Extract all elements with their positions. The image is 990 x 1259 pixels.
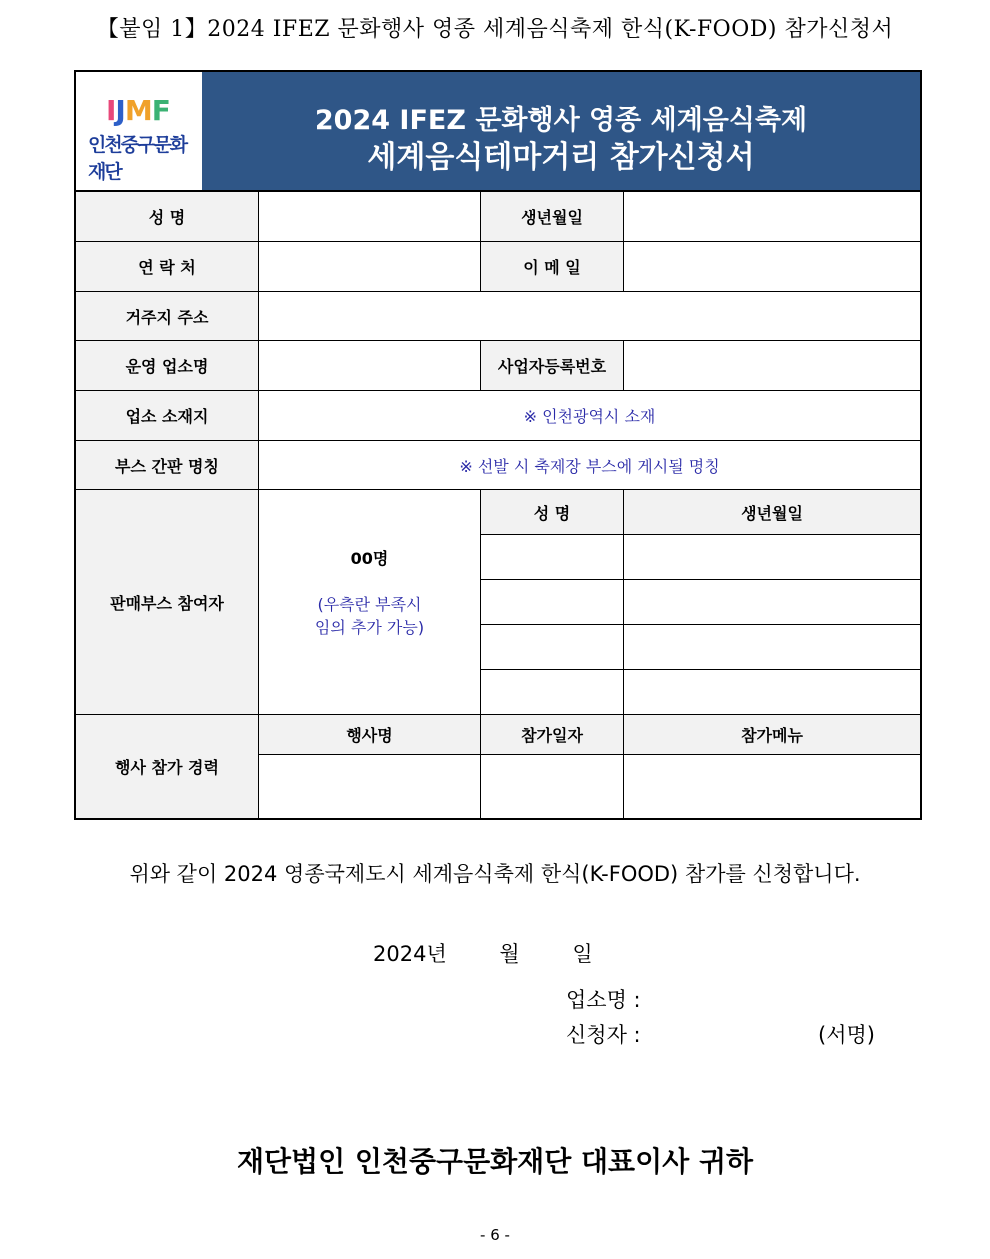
address-field[interactable]	[259, 292, 920, 341]
participant-birth-4[interactable]	[624, 670, 920, 715]
email-field[interactable]	[624, 242, 920, 292]
form-banner	[76, 72, 920, 192]
application-statement: 위와 같이 2024 영종국제도시 세계음식축제 한식(K-FOOD) 참가를 신청합니다.	[129, 862, 861, 886]
label-email: 이 메 일	[481, 242, 624, 292]
participant-birth-1[interactable]	[624, 535, 920, 580]
event-col-menu: 참가메뉴	[624, 715, 920, 755]
event-col-name: 행사명	[259, 715, 481, 755]
date-month: 월	[499, 942, 520, 966]
addressee: 재단법인 인천중구문화재단 대표이사 귀하	[236, 1145, 754, 1178]
birth-field[interactable]	[624, 192, 920, 242]
label-event-history: 행사 참가 경력	[76, 715, 259, 818]
participant-name-2[interactable]	[481, 580, 624, 625]
document-title: 【붙임 1】2024 IFEZ 문화행사 영종 세계음식축제 한식(K-FOOD) 참가신청서	[96, 17, 894, 42]
event-name-field[interactable]	[259, 755, 481, 818]
participant-birth-3[interactable]	[624, 625, 920, 670]
application-form	[74, 70, 922, 820]
participants-note-line2: 임의 추가 가능)	[314, 617, 425, 637]
label-birth: 생년월일	[481, 192, 624, 242]
label-business-location: 업소 소재지	[76, 391, 259, 441]
label-contact: 연 락 처	[76, 242, 259, 292]
label-booth-sign: 부스 간판 명칭	[76, 441, 259, 490]
foundation-logo	[76, 72, 202, 190]
applicant-signature-label: 신청자 :	[566, 1023, 641, 1047]
date-line	[373, 938, 593, 968]
participants-note-line1: (우측란 부족시	[317, 594, 422, 614]
logo-mark-icon: IJMF	[106, 94, 170, 127]
business-name-field[interactable]	[259, 341, 481, 391]
label-business-name: 운영 업소명	[76, 341, 259, 391]
banner-title-line2: 세계음식테마거리 참가신청서	[367, 140, 755, 175]
date-year: 2024년	[373, 942, 447, 966]
participants-count: 00명	[350, 548, 389, 568]
participants-count-cell	[259, 490, 481, 715]
signature-mark: (서명)	[818, 1023, 875, 1047]
business-name-signature-label: 업소명 :	[566, 988, 641, 1012]
name-field[interactable]	[259, 192, 481, 242]
participant-name-4[interactable]	[481, 670, 624, 715]
label-name: 성 명	[76, 192, 259, 242]
contact-field[interactable]	[259, 242, 481, 292]
participant-name-1[interactable]	[481, 535, 624, 580]
participants-col-name: 성 명	[481, 490, 624, 535]
participant-name-3[interactable]	[481, 625, 624, 670]
label-participants: 판매부스 참여자	[76, 490, 259, 715]
event-col-date: 참가일자	[481, 715, 624, 755]
business-reg-field[interactable]	[624, 341, 920, 391]
banner-title-area	[202, 72, 920, 190]
label-business-reg: 사업자등록번호	[481, 341, 624, 391]
banner-title-line1: 2024 IFEZ 문화행사 영종 세계음식축제	[314, 105, 808, 136]
business-location-field[interactable]: ※ 인천광역시 소재	[259, 391, 920, 441]
logo-text: 인천중구문화재단	[88, 134, 187, 183]
participant-birth-2[interactable]	[624, 580, 920, 625]
label-address: 거주지 주소	[76, 292, 259, 341]
booth-sign-field[interactable]: ※ 선발 시 축제장 부스에 게시될 명칭	[259, 441, 920, 490]
page-number: - 6 -	[480, 1226, 510, 1244]
event-menu-field[interactable]	[624, 755, 920, 818]
date-day: 일	[572, 942, 593, 966]
event-date-field[interactable]	[481, 755, 624, 818]
participants-col-birth: 생년월일	[624, 490, 920, 535]
